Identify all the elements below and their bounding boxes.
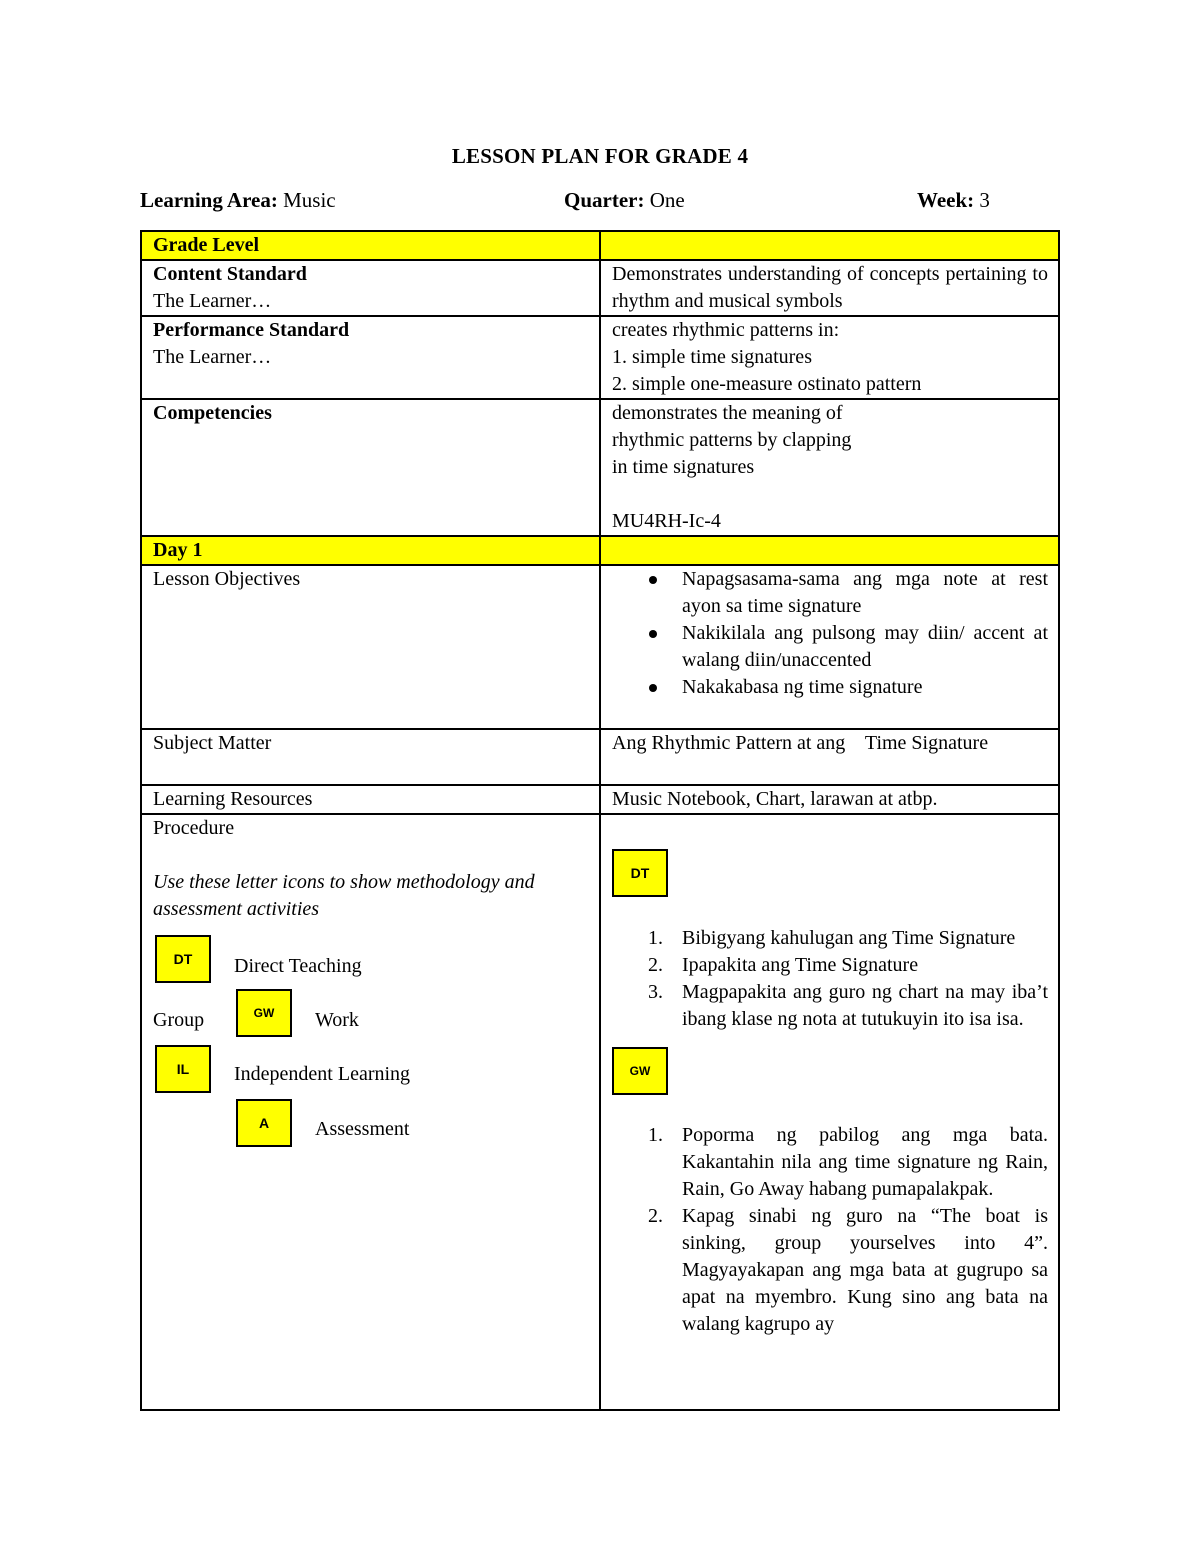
a-legend-label: Assessment: [315, 1118, 410, 1140]
gw-section-icon: GW: [612, 1047, 668, 1095]
objective-item: Nakakabasa ng time signature: [682, 674, 1048, 701]
competencies-label: Competencies: [141, 399, 600, 536]
performance-standard-label: Performance Standard: [153, 319, 350, 341]
performance-standard-value: [600, 316, 1059, 399]
lesson-objectives-row: [141, 565, 1059, 729]
a-icon: A: [236, 1099, 292, 1147]
learning-resources-label: Learning Resources: [141, 785, 600, 814]
gw-legend-label: Work: [315, 1009, 359, 1031]
objective-item: Napagsasama-sama ang mga note at rest ayon sa time signature: [682, 566, 1048, 620]
content-standard-label: Content Standard: [153, 263, 307, 285]
dt-section-icon: DT: [612, 849, 668, 897]
content-standard-row: [141, 260, 1059, 316]
performance-standard-sublabel: The Learner…: [153, 346, 272, 368]
day-label: Day 1: [141, 536, 600, 565]
learning-area-label: Learning Area:: [140, 188, 278, 212]
content-standard-cell: [141, 260, 600, 316]
performance-line: 2. simple one-measure ostinato pattern: [612, 373, 922, 395]
objective-item: Nakikilala ang pulsong may diin/ accent at walang diin/unaccented: [682, 620, 1048, 674]
gw-icon: GW: [236, 989, 292, 1037]
competency-line: rhythmic patterns by clapping: [612, 429, 852, 451]
performance-line: 1. simple time signatures: [612, 346, 812, 368]
dt-step: 2. Ipapakita ang Time Signature: [648, 954, 919, 976]
competencies-row: [141, 399, 1059, 536]
lesson-objectives-value: [600, 565, 1059, 729]
icon-legend: [153, 923, 589, 1241]
gw-step: 1. Poporma ng pabilog ang mga bata. Kakantahin nila ang time signature ng Rain, Rain, Go Away habang pumapalakpak.: [648, 1124, 1048, 1200]
week: [917, 188, 990, 213]
grade-level-label: Grade Level: [141, 231, 600, 260]
quarter-value: One: [649, 188, 685, 212]
gw-legend-prefix: Group: [153, 1009, 205, 1031]
performance-standard-row: [141, 316, 1059, 399]
learning-area: [140, 188, 336, 213]
lesson-objectives-label: Lesson Objectives: [141, 565, 600, 729]
day-value: [600, 536, 1059, 565]
grade-level-row: [141, 231, 1059, 260]
gw-step: 2. Kapag sinabi ng guro na “The boat is sinking, group yourselves into 4”. Magyayakapan ang mga bata at gugrupo sa apat na myembro. Kung sino ang bata na walang kagrupo ay: [648, 1205, 1048, 1335]
lesson-plan-table: [140, 230, 1060, 1411]
il-icon: IL: [155, 1045, 211, 1093]
competency-line: demonstrates the meaning of: [612, 402, 843, 424]
performance-line: creates rhythmic patterns in:: [612, 319, 840, 341]
procedure-label: Procedure: [153, 817, 235, 839]
page-title: LESSON PLAN FOR GRADE 4: [451, 144, 749, 168]
content-standard-sublabel: The Learner…: [153, 290, 272, 312]
dt-legend-label: Direct Teaching: [234, 955, 362, 977]
objectives-list: [612, 566, 1048, 701]
gw-steps: [612, 1122, 1048, 1338]
procedure-row: [141, 814, 1059, 1410]
dt-step: 3. Magpapakita ang guro ng chart na may iba’t ibang klase ng nota at tutukuyin ito isa isa.: [648, 981, 1048, 1030]
grade-level-value: [600, 231, 1059, 260]
learning-resources-row: [141, 785, 1059, 814]
quarter: [564, 188, 685, 213]
day-row: [141, 536, 1059, 565]
week-label: Week:: [917, 188, 975, 212]
dt-icon: DT: [155, 935, 211, 983]
competency-line: in time signatures: [612, 456, 755, 478]
competencies-value: [600, 399, 1059, 536]
week-value: 3: [979, 188, 990, 212]
subject-matter-label: Subject Matter: [141, 729, 600, 785]
learning-resources-value: Music Notebook, Chart, larawan at atbp.: [600, 785, 1059, 814]
procedure-instruction: Use these letter icons to show methodology and assessment activities: [153, 871, 535, 920]
subject-matter-value: Ang Rhythmic Pattern at ang Time Signature: [600, 729, 1059, 785]
performance-standard-cell: [141, 316, 600, 399]
learning-area-value: Music: [283, 188, 336, 212]
procedure-activities: [600, 814, 1059, 1410]
dt-step: 1. Bibigyang kahulugan ang Time Signature: [648, 927, 1016, 949]
procedure-cell: [141, 814, 600, 1410]
subject-matter-row: [141, 729, 1059, 785]
il-legend-label: Independent Learning: [234, 1063, 411, 1085]
competency-code: MU4RH-Ic-4: [612, 510, 721, 532]
quarter-label: Quarter:: [564, 188, 645, 212]
dt-steps: [612, 925, 1048, 1033]
content-standard-value: Demonstrates understanding of concepts pertaining to rhythm and musical symbols: [600, 260, 1059, 316]
